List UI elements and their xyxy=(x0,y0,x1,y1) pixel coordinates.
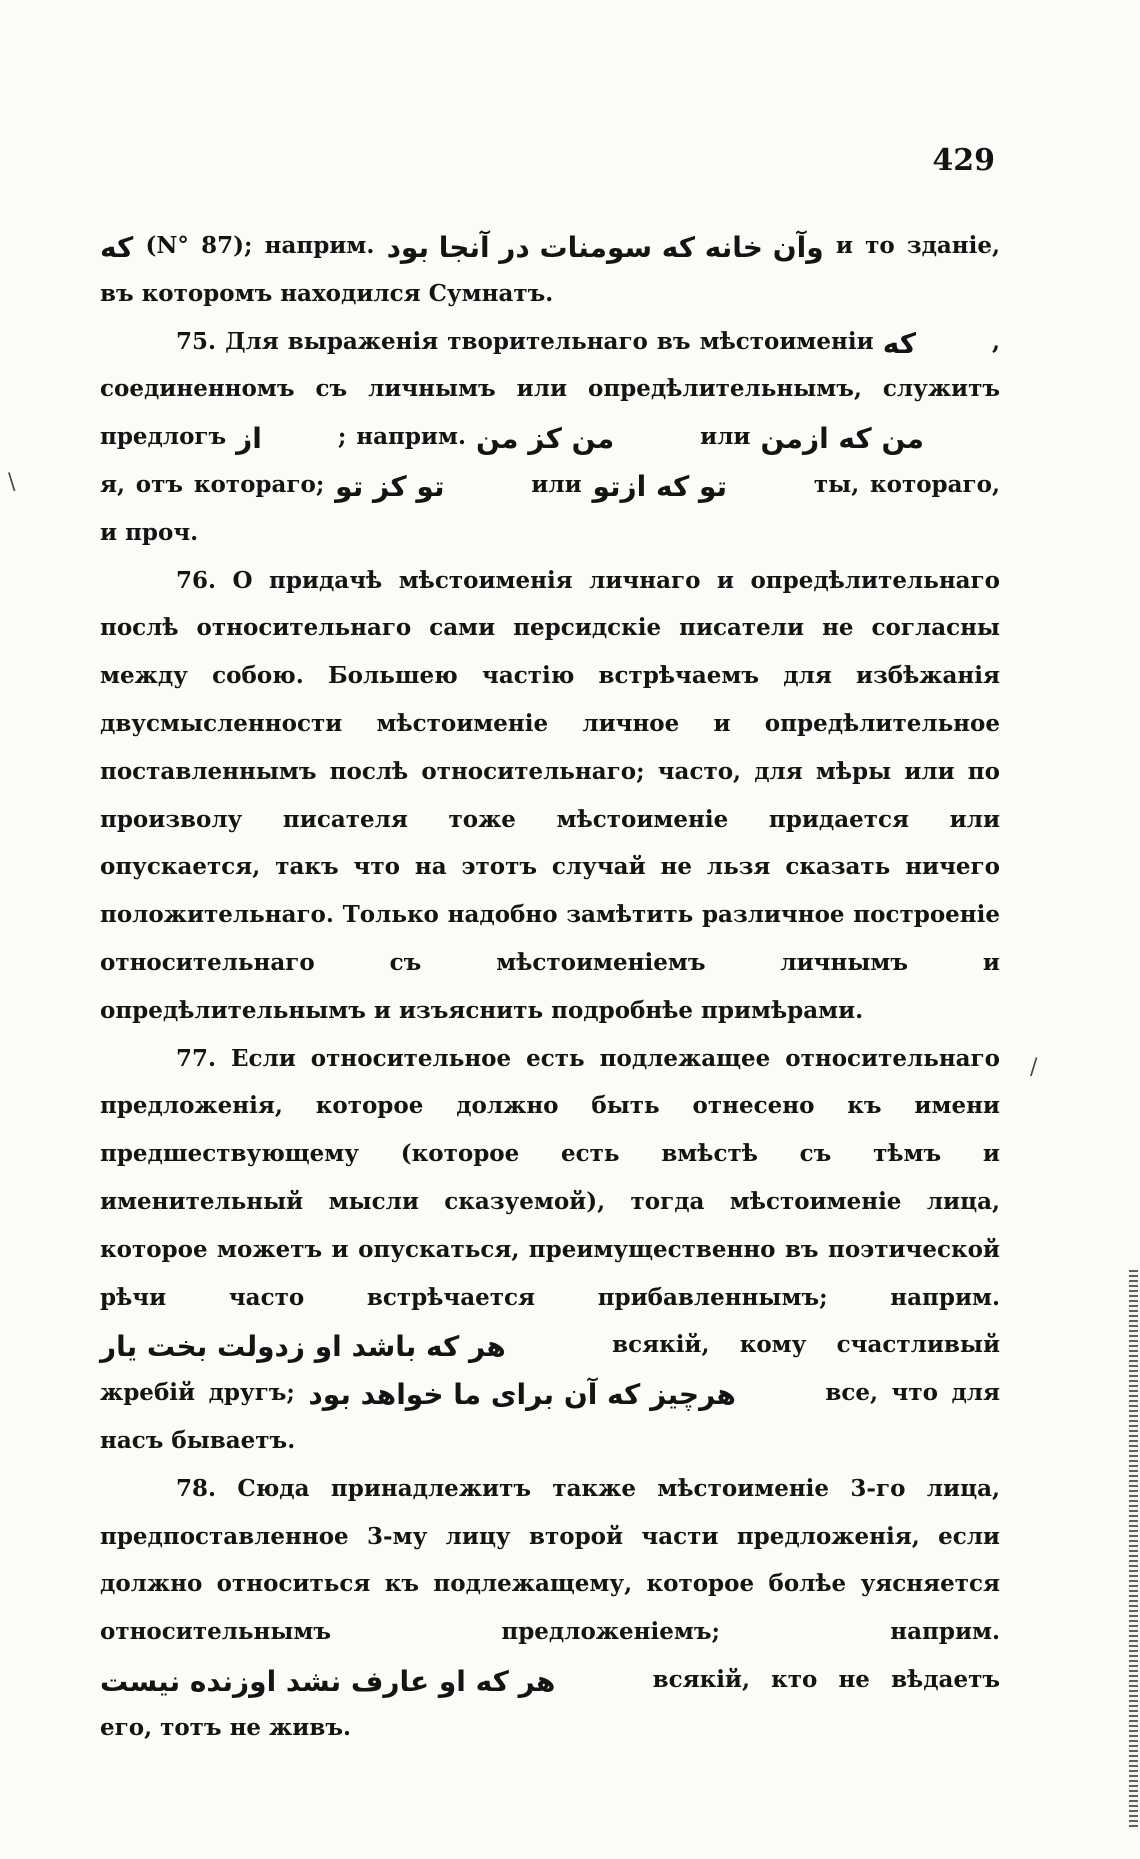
text-run: 75. Для выраженія творительнаго въ мѣстоименіи xyxy=(176,327,883,355)
text-run: все, что для насъ бываетъ. xyxy=(100,1379,1000,1454)
text-run: я, отъ котораго; xyxy=(100,470,336,498)
persian-quote: من كه ازمن xyxy=(760,422,924,456)
page-number: 429 xyxy=(932,143,995,178)
persian-quote: كه xyxy=(100,231,134,264)
para-78 xyxy=(100,1465,1000,1752)
text-run: или xyxy=(520,470,593,498)
para-77 xyxy=(100,1035,1000,1465)
text-run: 77. Если относительное есть подлежащее относительнаго предложенія, которое должно быть отнесено къ имени предшествующему (которое есть вмѣстѣ съ тѣмъ и именительный мысли сказуемой), тогда мѣстоименіе лица, которое можетъ и опускаться, преимущественно въ поэтической рѣчи часто встрѣчается прибавленнымъ; наприм. xyxy=(100,1044,1000,1311)
text-run: 76. О придачѣ мѣстоименія личнаго и опредѣлительнаго послѣ относительнаго сами персидскіе писатели не согласны между собою. Большею частію встрѣчаемъ для избѣжанія двусмысленности мѣстоименіе личное и опредѣлительное поставленнымъ послѣ относительнаго; часто, для мѣры или по произволу писателя тоже мѣстоименіе придается или опускается, такъ что на этотъ случай не льзя сказать ничего положительнаго. Только надобно замѣтить различное построеніе относительнаго съ мѣстоименіемъ личнымъ и опредѣлительнымъ и изъяснить подробнѣе примѣрами. xyxy=(100,566,1000,1024)
scan-edge-artifact xyxy=(1129,1270,1138,1830)
persian-quote: هر كه باشد او زدولت بخت يار xyxy=(100,1330,506,1364)
persian-quote: وآن خانه كه سومنات در آنجا بود xyxy=(386,231,824,264)
text-run: , соединенномъ съ личнымъ или опредѣлительнымъ, служитъ предлогъ xyxy=(100,327,1000,451)
persian-quote: از xyxy=(236,422,262,456)
text-run: всякій, кто не вѣдаетъ его, тотъ не живъ. xyxy=(100,1665,1000,1741)
text-run: 78. Сюда принадлежитъ также мѣстоименіе 3-го лица, предпоставленное 3-му лицу второй части предложенія, если должно относиться къ подлежащему, которое болѣе уясняется относительнымъ предложеніемъ; наприм. xyxy=(100,1474,1000,1646)
text-run: ; наприм. xyxy=(337,423,476,451)
para-75 xyxy=(100,318,1000,557)
persian-quote: تو كز تو xyxy=(335,469,445,503)
scan-speck: / xyxy=(1030,1055,1038,1080)
para-continuation xyxy=(100,222,1000,318)
text-run: (N° 87); наприм. xyxy=(133,232,387,259)
persian-quote: من كز من xyxy=(475,422,615,456)
body-text xyxy=(100,222,1000,1752)
persian-quote: كه xyxy=(882,326,916,360)
persian-quote: تو كه ازتو xyxy=(592,469,728,503)
text-run: всякій, кому счастливый жребій другъ; xyxy=(100,1331,1000,1407)
persian-quote: هرچيز كه آن براى ما خواهد بود xyxy=(308,1378,736,1412)
text-run: и то зданіе, въ которомъ находился Сумнатъ. xyxy=(100,232,1001,307)
persian-quote: هر كه او عارف نشد اوزنده نيست xyxy=(100,1664,556,1698)
scan-speck: \ xyxy=(8,470,16,495)
text-run: ты, котораго, и проч. xyxy=(100,470,1000,546)
text-run: или xyxy=(690,423,761,451)
para-76 xyxy=(100,557,1000,1035)
